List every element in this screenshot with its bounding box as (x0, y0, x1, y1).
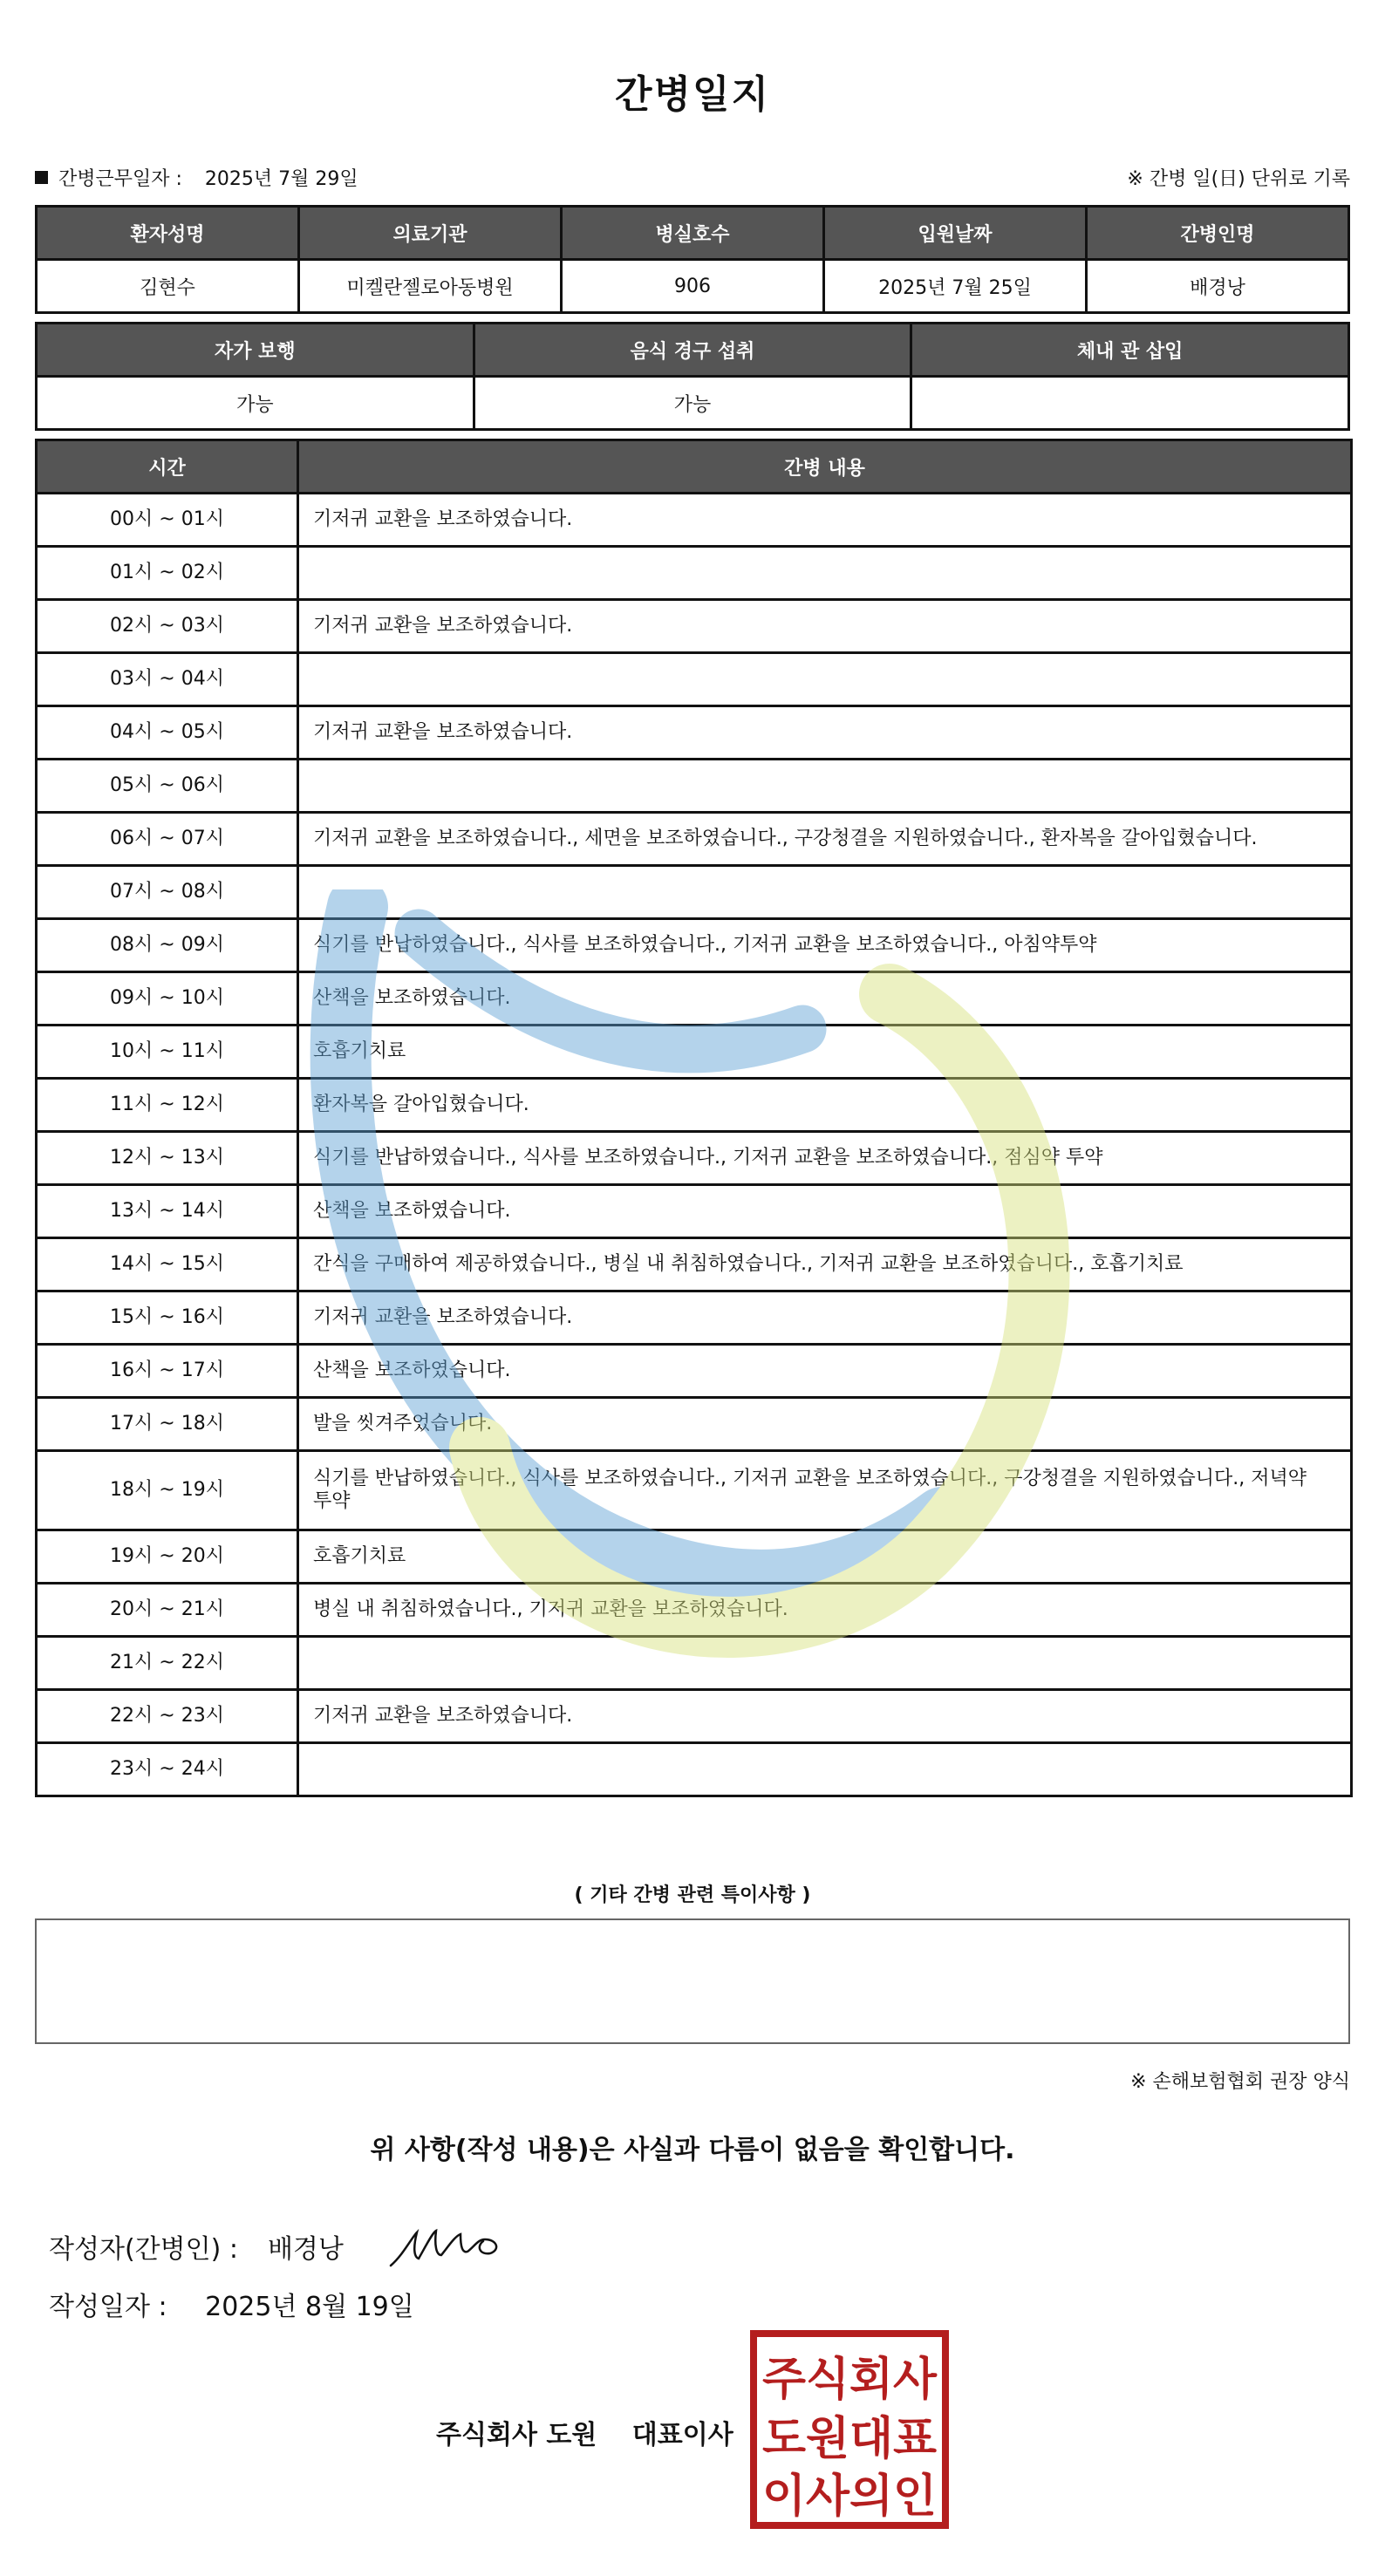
content-cell: 식기를 반납하였습니다., 식사를 보조하였습니다., 기저귀 교환을 보조하였습니다., 구강청결을 지원하였습니다., 저녁약 투약 (298, 1451, 1352, 1530)
time-cell: 08시 ~ 09시 (37, 919, 298, 972)
table-row (37, 1185, 1352, 1238)
content-cell: 산책을 보조하였습니다. (298, 1185, 1352, 1238)
table-row (37, 760, 1352, 813)
time-cell: 15시 ~ 16시 (37, 1291, 298, 1345)
hospital-header: 의료기관 (299, 207, 562, 260)
room-number-header: 병실호수 (562, 207, 824, 260)
content-cell: 산책을 보조하였습니다. (298, 1345, 1352, 1398)
content-cell: 산책을 보조하였습니다. (298, 972, 1352, 1026)
table-row (37, 1238, 1352, 1291)
care-content-header: 간병 내용 (298, 440, 1352, 494)
table-row (37, 1345, 1352, 1398)
time-cell: 00시 ~ 01시 (37, 494, 298, 547)
table-row (37, 1584, 1352, 1637)
time-cell: 12시 ~ 13시 (37, 1132, 298, 1185)
table-row (37, 1079, 1352, 1132)
table-row (37, 972, 1352, 1026)
work-date-value: 2025년 7월 29일 (204, 168, 358, 190)
notes-box (35, 1918, 1350, 2044)
table-row (37, 1398, 1352, 1451)
table-row (37, 706, 1352, 760)
time-cell: 21시 ~ 22시 (37, 1637, 298, 1690)
content-cell: 기저귀 교환을 보조하였습니다., 세면을 보조하였습니다., 구강청결을 지원하였습니다., 환자복을 갈아입혔습니다. (298, 813, 1352, 866)
notes-title: ( 기타 간병 관련 특이사항 ) (574, 1884, 811, 1906)
seal-line-2: 도원대표 (762, 2413, 937, 2465)
patient-info-value-row (37, 260, 1349, 313)
table-row (37, 1291, 1352, 1345)
content-cell (298, 1637, 1352, 1690)
content-cell: 발을 씻겨주었습니다. (298, 1398, 1352, 1451)
company-seal-stamp (750, 2330, 949, 2529)
patient-name-value: 김현수 (37, 260, 299, 313)
admission-date-header: 입원날짜 (824, 207, 1087, 260)
time-cell: 22시 ~ 23시 (37, 1690, 298, 1743)
tube-insertion-value (911, 377, 1349, 430)
table-row (37, 653, 1352, 706)
record-unit-note: ※ 간병 일(日) 단위로 기록 (1127, 168, 1350, 190)
admission-date-value: 2025년 7월 25일 (824, 260, 1087, 313)
representative-title: 대표이사 (631, 2420, 733, 2450)
time-cell: 18시 ~ 19시 (37, 1451, 298, 1530)
care-log-header-row (37, 440, 1352, 494)
work-date (35, 164, 358, 191)
table-row (37, 866, 1352, 919)
form-source-note: ※ 손해보험협회 권장 양식 (1130, 2071, 1350, 2093)
seal-line-3: 이사의인 (762, 2470, 937, 2523)
company-signature (436, 2413, 733, 2451)
time-cell: 19시 ~ 20시 (37, 1530, 298, 1584)
content-cell: 식기를 반납하였습니다., 식사를 보조하였습니다., 기저귀 교환을 보조하였습니다., 아침약투약 (298, 919, 1352, 972)
time-cell: 05시 ~ 06시 (37, 760, 298, 813)
content-cell (298, 760, 1352, 813)
table-row (37, 1530, 1352, 1584)
time-cell: 23시 ~ 24시 (37, 1743, 298, 1796)
caregiver-name-value: 배경낭 (1087, 260, 1349, 313)
content-cell: 기저귀 교환을 보조하였습니다. (298, 600, 1352, 653)
patient-condition-table (35, 322, 1350, 431)
oral-intake-header: 음식 경구 섭취 (474, 324, 911, 377)
time-cell: 20시 ~ 21시 (37, 1584, 298, 1637)
time-cell: 02시 ~ 03시 (37, 600, 298, 653)
written-date-row (49, 2285, 414, 2323)
table-row (37, 547, 1352, 600)
self-walking-header: 자가 보행 (37, 324, 474, 377)
table-row (37, 1743, 1352, 1796)
table-row (37, 1690, 1352, 1743)
time-cell: 17시 ~ 18시 (37, 1398, 298, 1451)
written-date-value: 2025년 8월 19일 (205, 2292, 414, 2322)
time-cell: 11시 ~ 12시 (37, 1079, 298, 1132)
content-cell: 기저귀 교환을 보조하였습니다. (298, 1291, 1352, 1345)
content-cell: 병실 내 취침하였습니다., 기저귀 교환을 보조하였습니다. (298, 1584, 1352, 1637)
time-cell: 10시 ~ 11시 (37, 1026, 298, 1079)
content-cell: 기저귀 교환을 보조하였습니다. (298, 706, 1352, 760)
company-name: 주식회사 도원 (436, 2420, 597, 2450)
time-cell: 14시 ~ 15시 (37, 1238, 298, 1291)
time-header: 시간 (37, 440, 298, 494)
content-cell: 환자복을 갈아입혔습니다. (298, 1079, 1352, 1132)
content-cell (298, 1743, 1352, 1796)
signature-stroke (391, 2231, 496, 2266)
writer-name: 배경낭 (267, 2234, 344, 2265)
patient-info-header-row (37, 207, 1349, 260)
content-cell: 기저귀 교환을 보조하였습니다. (298, 1690, 1352, 1743)
condition-header-row (37, 324, 1349, 377)
table-row (37, 919, 1352, 972)
square-bullet-icon (35, 171, 48, 184)
time-cell: 03시 ~ 04시 (37, 653, 298, 706)
content-cell: 기저귀 교환을 보조하였습니다. (298, 494, 1352, 547)
table-row (37, 813, 1352, 866)
seal-line-1: 주식회사 (762, 2354, 938, 2406)
time-cell: 04시 ~ 05시 (37, 706, 298, 760)
table-row (37, 494, 1352, 547)
writer-label: 작성자(간병인) : (49, 2234, 238, 2265)
table-row (37, 1026, 1352, 1079)
patient-name-header: 환자성명 (37, 207, 299, 260)
tube-insertion-header: 체내 관 삽입 (911, 324, 1349, 377)
care-log-table (35, 439, 1353, 1797)
time-cell: 07시 ~ 08시 (37, 866, 298, 919)
content-cell (298, 653, 1352, 706)
table-row (37, 1132, 1352, 1185)
time-cell: 16시 ~ 17시 (37, 1345, 298, 1398)
content-cell (298, 547, 1352, 600)
signature-image (387, 2220, 518, 2273)
content-cell: 식기를 반납하였습니다., 식사를 보조하였습니다., 기저귀 교환을 보조하였습니다., 점심약 투약 (298, 1132, 1352, 1185)
condition-value-row (37, 377, 1349, 430)
confirmation-statement: 위 사항(작성 내용)은 사실과 다름이 없음을 확인합니다. (370, 2135, 1015, 2165)
time-cell: 01시 ~ 02시 (37, 547, 298, 600)
hospital-value: 미켈란젤로아동병원 (299, 260, 562, 313)
work-date-label: 간병근무일자 : (58, 168, 182, 190)
writer-row (49, 2220, 518, 2273)
content-cell: 호흡기치료 (298, 1026, 1352, 1079)
written-date-label: 작성일자 : (49, 2292, 167, 2322)
table-row (37, 1637, 1352, 1690)
time-cell: 06시 ~ 07시 (37, 813, 298, 866)
patient-info-table (35, 205, 1350, 314)
content-cell: 간식을 구매하여 제공하였습니다., 병실 내 취침하였습니다., 기저귀 교환을 보조하였습니다., 호흡기치료 (298, 1238, 1352, 1291)
content-cell (298, 866, 1352, 919)
caregiver-name-header: 간병인명 (1087, 207, 1349, 260)
self-walking-value: 가능 (37, 377, 474, 430)
table-row (37, 1451, 1352, 1530)
table-row (37, 600, 1352, 653)
oral-intake-value: 가능 (474, 377, 911, 430)
time-cell: 09시 ~ 10시 (37, 972, 298, 1026)
content-cell: 호흡기치료 (298, 1530, 1352, 1584)
page-title: 간병일지 (614, 72, 770, 117)
room-number-value: 906 (562, 260, 824, 313)
time-cell: 13시 ~ 14시 (37, 1185, 298, 1238)
